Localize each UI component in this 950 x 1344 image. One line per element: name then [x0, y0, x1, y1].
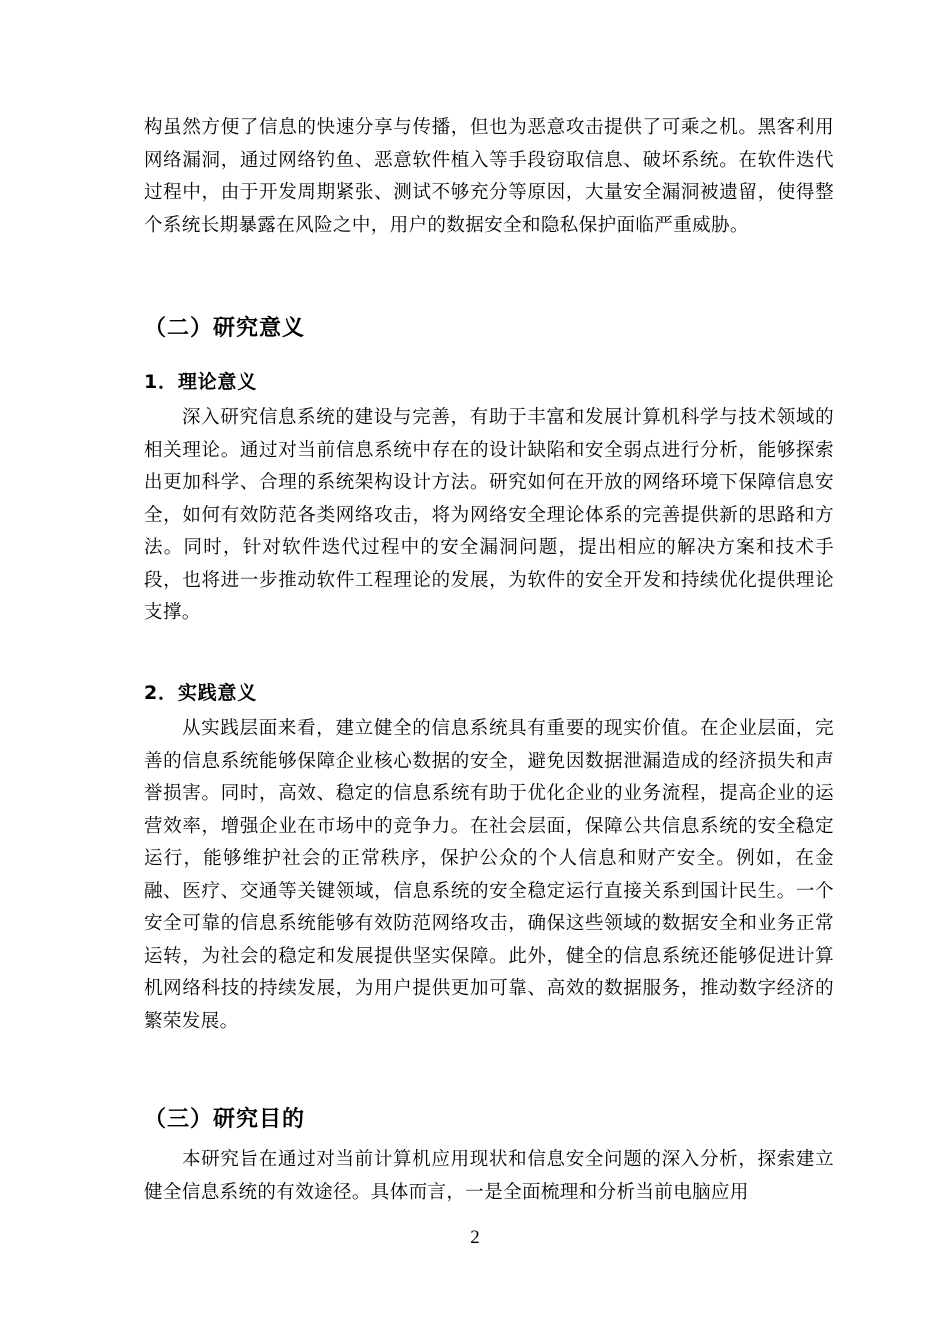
section-heading-significance: （二）研究意义 [144, 316, 306, 341]
intro-paragraph: 构虽然方便了信息的快速分享与传播，但也为恶意攻击提供了可乘之机。黑客利用网络漏洞，通过网络钓鱼、恶意软件植入等手段窃取信息、破坏系统。在软件迭代过程中，由于开发周期紧张、测试不够充分等原因，大量安全漏洞被遗留，使得整个系统长期暴露在风险之中，用户的数据安全和隐私保护面临严重威胁。 [144, 117, 834, 236]
practice-paragraph: 从实践层面来看，建立健全的信息系统具有重要的现实价值。在企业层面，完善的信息系统能够保障企业核心数据的安全，避免因数据泄漏造成的经济损失和声誉损害。同时，高效、稳定的信息系统有助于优化企业的业务流程，提高企业的运营效率，增强企业在市场中的竞争力。在社会层面，保障公共信息系统的安全稳定运行，能够维护社会的正常秩序，保护公众的个人信息和财产安全。例如，在金融、医疗、交通等关键领域，信息系统的安全稳定运行直接关系到国计民生。一个安全可靠的信息系统能够有效防范网络攻击，确保这些领域的数据安全和业务正常运转，为社会的稳定和发展提供坚实保障。此外，健全的信息系统还能够促进计算机网络科技的持续发展，为用户提供更加可靠、高效的数据服务，推动数字经济的繁荣发展。 [144, 718, 834, 1032]
section-heading-purpose: （三）研究目的 [144, 1107, 306, 1132]
subsection-heading-practice: 2．实践意义 [144, 682, 258, 704]
subsection-heading-theory: 1．理论意义 [144, 371, 258, 393]
purpose-paragraph: 本研究旨在通过对当前计算机应用现状和信息安全问题的深入分析，探索建立健全信息系统的有效途径。具体而言，一是全面梳理和分析当前电脑应用 [144, 1149, 834, 1203]
page-number: 2 [470, 1227, 480, 1248]
theory-paragraph: 深入研究信息系统的建设与完善，有助于丰富和发展计算机科学与技术领域的相关理论。通过对当前信息系统中存在的设计缺陷和安全弱点进行分析，能够探索出更加科学、合理的系统架构设计方法。研究如何在开放的网络环境下保障信息安全，如何有效防范各类网络攻击，将为网络安全理论体系的完善提供新的思路和方法。同时，针对软件迭代过程中的安全漏洞问题，提出相应的解决方案和技术手段，也将进一步推动软件工程理论的发展，为软件的安全开发和持续优化提供理论支撑。 [144, 407, 834, 623]
document-page [144, 0, 834, 1344]
